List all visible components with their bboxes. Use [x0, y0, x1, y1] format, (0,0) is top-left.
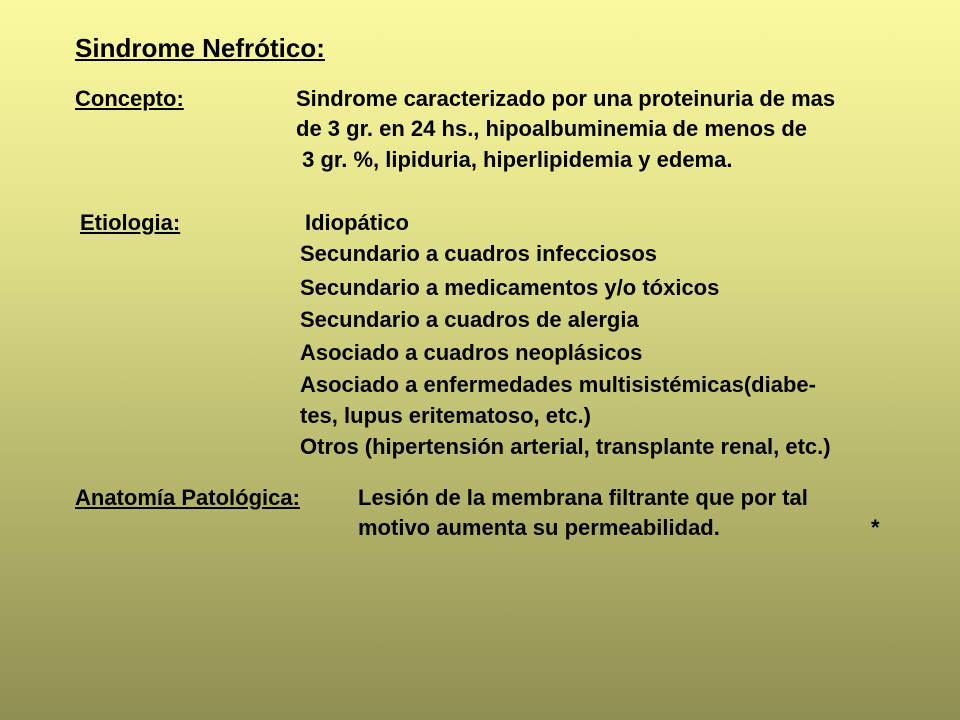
etiologia-item: tes, lupus eritematoso, etc.)	[300, 403, 591, 428]
concepto-line-2: de 3 gr. en 24 hs., hipoalbuminemia de menos de	[296, 116, 808, 141]
concepto-label: Concepto:	[75, 86, 184, 111]
etiologia-item: Asociado a enfermedades multisistémicas(diabe-	[300, 372, 816, 397]
concepto-line-3: 3 gr. %, lipiduria, hiperlipidemia y edema.	[296, 147, 733, 172]
footnote-marker: *	[871, 515, 880, 540]
etiologia-item: Secundario a cuadros de alergia	[300, 307, 639, 332]
anatomia-label: Anatomía Patológica:	[75, 485, 300, 510]
concepto-line-1: Sindrome caracterizado por una proteinuria de mas	[296, 86, 836, 111]
etiologia-label: Etiologia:	[80, 210, 181, 235]
etiologia-item: Idiopático	[305, 210, 409, 235]
etiologia-item: Secundario a medicamentos y/o tóxicos	[300, 275, 720, 300]
etiologia-item: Secundario a cuadros infecciosos	[300, 241, 658, 266]
anatomia-line-2: motivo aumenta su permeabilidad.	[358, 515, 720, 540]
slide-title: Sindrome Nefrótico:	[75, 33, 325, 63]
anatomia-line-1: Lesión de la membrana filtrante que por tal	[358, 485, 808, 510]
etiologia-item: Asociado a cuadros neoplásicos	[300, 340, 643, 365]
etiologia-item: Otros (hipertensión arterial, transplante renal, etc.)	[300, 434, 831, 459]
